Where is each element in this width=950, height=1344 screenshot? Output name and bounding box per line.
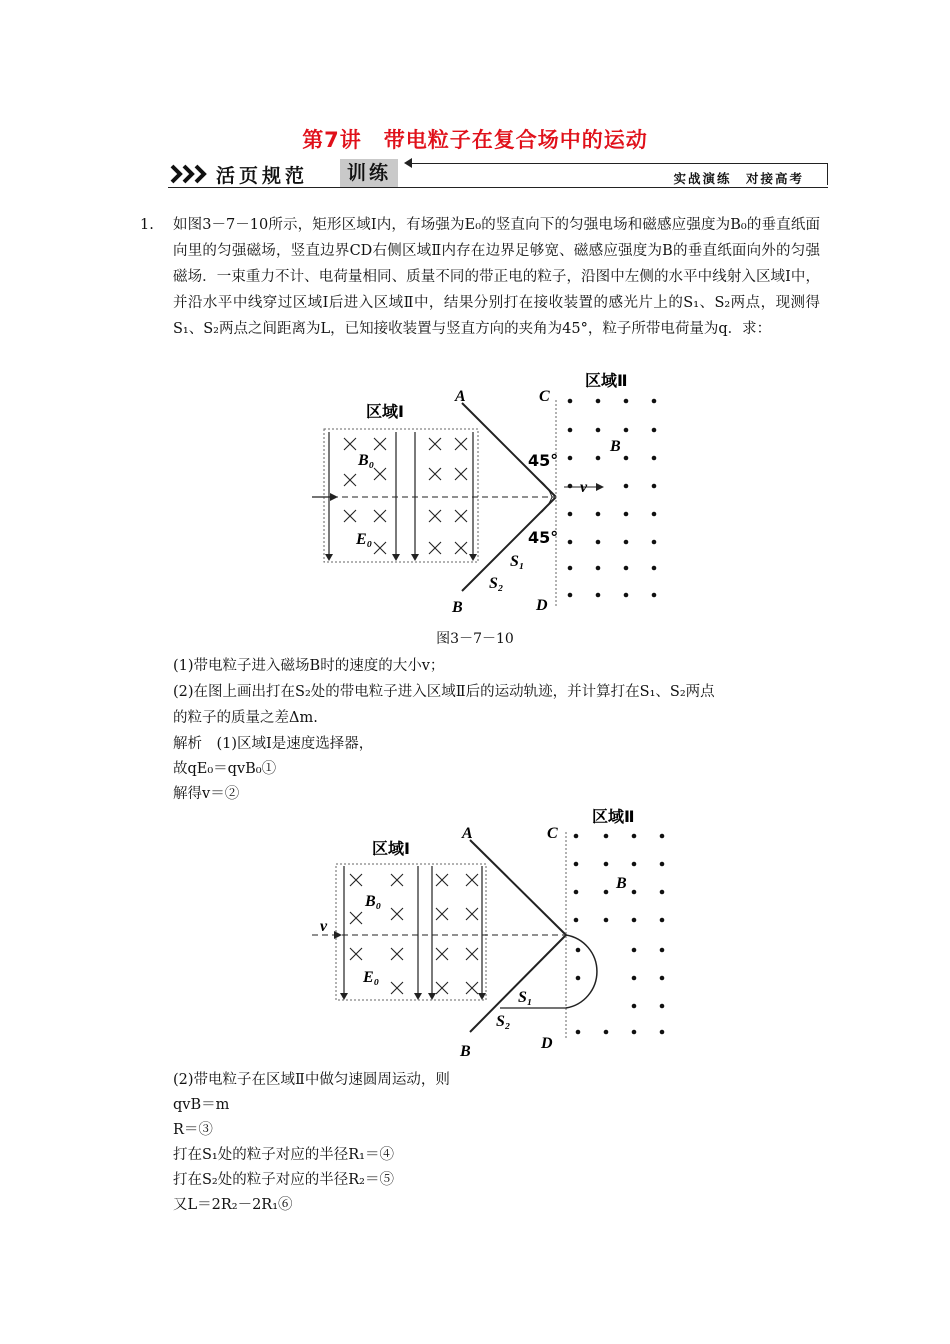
banner-highlight: 训练 — [340, 159, 398, 187]
label-v: v — [580, 479, 588, 496]
label-B: B — [460, 1043, 471, 1060]
solution2-line-5: 打在S₂处的粒子对应的半径R₂＝⑤ — [173, 1172, 394, 1188]
question-text: 如图3－7－10所示，矩形区域Ⅰ内，有场强为E₀的竖直向下的匀强电场和磁感应强度为B₀的垂直纸面向里的匀强磁场，竖直边界CD右侧区域Ⅱ内存在边界足够宽、磁感应强度为B的垂直纸面向外的匀强磁场．一束重力不计、电荷量相同、质量不同的带正电的粒子，沿图中左侧的水平中线射入区域Ⅰ中，并沿水平中线穿过区域Ⅰ后进入区域Ⅱ中，结果分别打在接收装置的感光片上的S₁、S₂两点，现测得S₁、S₂两点之间距离为L，已知接收装置与竖直方向的夹角为45°，粒子所带电荷量为q．求： — [173, 217, 820, 337]
label-region2: 区域Ⅱ — [592, 807, 635, 826]
label-E0: E₀ — [356, 531, 373, 548]
label-D: D — [536, 597, 548, 614]
label-S2: S₂ — [496, 1013, 511, 1030]
solution-line-3: 解得v＝② — [173, 786, 240, 802]
banner-bracket — [807, 163, 828, 185]
solution-line-2: 故qE₀＝qvB₀① — [173, 761, 277, 777]
label-angle-bottom: 45° — [528, 528, 559, 547]
question-number: 1. — [140, 217, 154, 233]
label-field-B: B — [616, 875, 627, 892]
banner-rule — [408, 163, 828, 164]
label-angle-top: 45° — [528, 451, 559, 470]
banner-underline — [168, 187, 828, 188]
banner-subtitle: 实战演练 对接高考 — [673, 171, 804, 186]
solution2-line-3: R＝③ — [173, 1122, 213, 1138]
section-banner — [168, 157, 832, 193]
label-region2: 区域Ⅱ — [585, 371, 628, 390]
field-arrowheads — [325, 554, 477, 561]
field-out-dots — [574, 834, 665, 1035]
receiver-lower — [470, 935, 566, 1032]
solution2-line-2: qvB＝m — [173, 1097, 230, 1113]
solution-line-1: 解析 (1)区域Ⅰ是速度选择器， — [173, 736, 374, 752]
label-A: A — [462, 825, 473, 842]
label-C: C — [547, 825, 558, 842]
subquestion-1: (1)带电粒子进入磁场B时的速度的大小v； — [173, 658, 445, 674]
label-E0: E₀ — [363, 969, 380, 986]
figure-1 — [312, 370, 662, 620]
solution2-line-6: 又L＝2R₂－2R₁⑥ — [173, 1197, 293, 1213]
figure-2 — [312, 802, 678, 1060]
label-field-B: B — [610, 438, 621, 455]
label-region1: 区域Ⅰ — [372, 839, 410, 858]
label-S1: S₁ — [518, 989, 533, 1006]
region-1-box — [336, 864, 486, 1000]
label-region1: 区域Ⅰ — [366, 402, 404, 421]
label-D: D — [541, 1035, 553, 1052]
label-v: v — [320, 918, 328, 935]
particle-trajectory — [566, 935, 597, 1008]
subquestion-2b: 的粒子的质量之差Δm. — [173, 710, 318, 726]
velocity-arrow-icon — [596, 483, 604, 491]
subquestion-2a: (2)在图上画出打在S₂处的带电粒子进入区域Ⅱ后的运动轨迹，并计算打在S₁、S₂两点 — [173, 684, 715, 700]
region-1-box — [324, 429, 478, 562]
question-1 — [140, 212, 820, 342]
receiver-upper — [462, 403, 559, 497]
page-title: 第7讲 带电粒子在复合场中的运动 — [302, 128, 648, 152]
entry-arrow-icon — [330, 493, 338, 501]
banner-title: 活页规范 — [216, 165, 309, 187]
label-S2: S₂ — [489, 575, 504, 592]
chevron-right-icon — [170, 164, 212, 184]
electric-field-lines — [329, 432, 473, 558]
field-arrowheads — [340, 993, 486, 1000]
label-B0: B₀ — [358, 452, 375, 469]
label-A: A — [455, 388, 466, 405]
solution2-line-4: 打在S₁处的粒子对应的半径R₁＝④ — [173, 1147, 394, 1163]
label-S1: S₁ — [510, 553, 525, 570]
solution2-line-1: (2)带电粒子在区域Ⅱ中做匀速圆周运动，则 — [173, 1072, 450, 1088]
field-out-dots — [568, 399, 657, 598]
label-C: C — [539, 388, 550, 405]
entry-arrow-icon — [334, 931, 342, 939]
figure-1-caption: 图3－7－10 — [436, 631, 514, 647]
receiver-upper — [470, 840, 566, 935]
label-B: B — [452, 599, 463, 616]
label-B0: B₀ — [365, 893, 382, 910]
